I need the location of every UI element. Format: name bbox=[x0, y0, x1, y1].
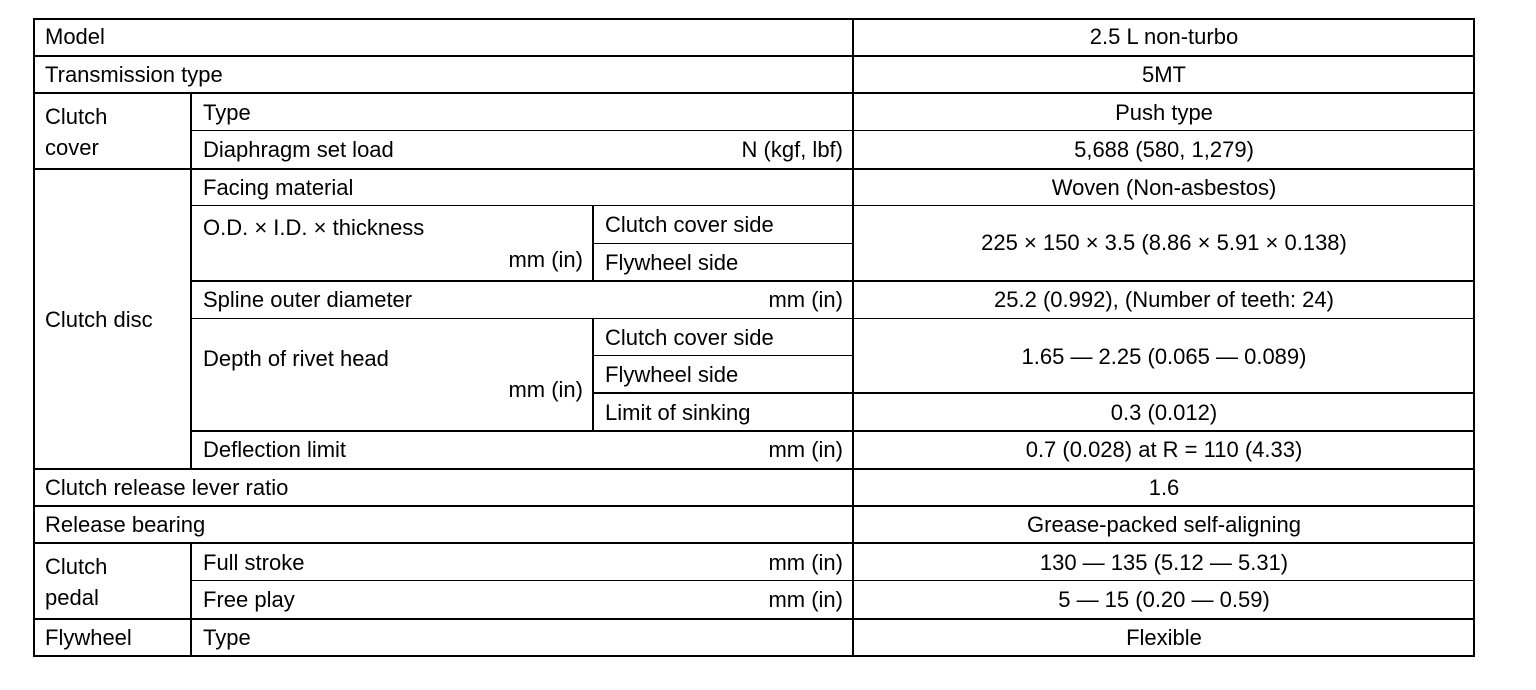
spline-unit: mm (in) bbox=[768, 287, 843, 312]
dimensions-value: 225 × 150 × 3.5 (8.86 × 5.91 × 0.138) bbox=[981, 230, 1347, 255]
full-stroke-unit: mm (in) bbox=[768, 550, 843, 575]
dimensions-clutch-cover-side: Clutch cover side bbox=[605, 212, 774, 237]
free-play-unit: mm (in) bbox=[768, 587, 843, 612]
rivet-limit-value: 0.3 (0.012) bbox=[1110, 400, 1218, 425]
rivet-limit-of-sinking: Limit of sinking bbox=[605, 400, 751, 425]
value-column-divider bbox=[852, 18, 854, 657]
flywheel-type-label: Type bbox=[203, 625, 251, 650]
clutch-pedal-label-line2: pedal bbox=[45, 585, 99, 610]
row-divider bbox=[191, 130, 1475, 131]
release-bearing-value: Grease-packed self-aligning bbox=[1027, 512, 1301, 537]
group-column-divider bbox=[190, 93, 192, 469]
model-label: Model bbox=[45, 24, 105, 49]
deflection-value: 0.7 (0.028) at R = 110 (4.33) bbox=[1025, 437, 1303, 462]
clutch-cover-label-line2: cover bbox=[45, 135, 99, 160]
diaphragm-label: Diaphragm set load bbox=[203, 137, 394, 162]
row-divider bbox=[191, 318, 1475, 319]
transmission-label: Transmission type bbox=[45, 62, 223, 87]
row-divider bbox=[33, 542, 1475, 544]
sub-column-divider bbox=[592, 319, 594, 431]
sub-column-divider bbox=[592, 206, 594, 281]
lever-ratio-value: 1.6 bbox=[1148, 475, 1180, 500]
free-play-label: Free play bbox=[203, 587, 295, 612]
border-right bbox=[1473, 18, 1475, 657]
row-divider bbox=[191, 430, 1475, 432]
full-stroke-value: 130 — 135 (5.12 — 5.31) bbox=[1039, 550, 1289, 575]
row-divider bbox=[33, 55, 1475, 57]
group-column-divider bbox=[190, 543, 192, 656]
row-divider bbox=[191, 580, 1475, 581]
rivet-flywheel-side: Flywheel side bbox=[605, 362, 739, 387]
spline-value: 25.2 (0.992), (Number of teeth: 24) bbox=[994, 287, 1334, 312]
row-divider bbox=[33, 468, 1475, 470]
deflection-unit: mm (in) bbox=[768, 437, 843, 462]
row-divider bbox=[191, 205, 1475, 206]
spline-label: Spline outer diameter bbox=[203, 287, 413, 312]
release-bearing-label: Release bearing bbox=[45, 512, 206, 537]
row-divider bbox=[33, 618, 1475, 620]
row-divider bbox=[191, 280, 1475, 282]
model-value: 2.5 L non-turbo bbox=[1089, 24, 1239, 49]
row-divider bbox=[593, 392, 1475, 394]
flywheel-type-value: Flexible bbox=[1126, 625, 1202, 650]
row-divider bbox=[593, 243, 853, 244]
row-divider bbox=[33, 505, 1475, 507]
rivet-head-label: Depth of rivet head bbox=[203, 346, 389, 371]
facing-material-value: Woven (Non-asbestos) bbox=[1051, 175, 1277, 200]
border-bottom bbox=[33, 655, 1475, 657]
dimensions-flywheel-side: Flywheel side bbox=[605, 250, 739, 275]
diaphragm-value: 5,688 (580, 1,279) bbox=[1074, 137, 1254, 162]
facing-material-label: Facing material bbox=[203, 175, 354, 200]
row-divider bbox=[33, 168, 1475, 170]
deflection-label: Deflection limit bbox=[203, 437, 347, 462]
transmission-value: 5MT bbox=[1142, 62, 1186, 87]
clutch-cover-label-line1: Clutch bbox=[45, 104, 108, 129]
rivet-head-unit: mm (in) bbox=[508, 377, 583, 402]
lever-ratio-label: Clutch release lever ratio bbox=[45, 475, 289, 500]
dimensions-unit: mm (in) bbox=[508, 247, 583, 272]
specifications-table bbox=[33, 18, 1475, 657]
clutch-cover-type-value: Push type bbox=[1115, 100, 1213, 125]
row-divider bbox=[33, 92, 1475, 94]
rivet-clutch-cover-side: Clutch cover side bbox=[605, 325, 774, 350]
clutch-disc-label: Clutch disc bbox=[45, 307, 153, 332]
free-play-value: 5 — 15 (0.20 — 0.59) bbox=[1058, 587, 1270, 612]
border-top bbox=[33, 18, 1475, 20]
border-left bbox=[33, 18, 35, 657]
full-stroke-label: Full stroke bbox=[203, 550, 305, 575]
rivet-head-value: 1.65 — 2.25 (0.065 — 0.089) bbox=[1021, 344, 1307, 369]
clutch-cover-type-label: Type bbox=[203, 100, 251, 125]
diaphragm-unit: N (kgf, lbf) bbox=[741, 137, 843, 162]
dimensions-label: O.D. × I.D. × thickness bbox=[203, 215, 425, 240]
clutch-pedal-label-line1: Clutch bbox=[45, 554, 108, 579]
flywheel-label: Flywheel bbox=[45, 625, 132, 650]
row-divider bbox=[593, 355, 853, 356]
